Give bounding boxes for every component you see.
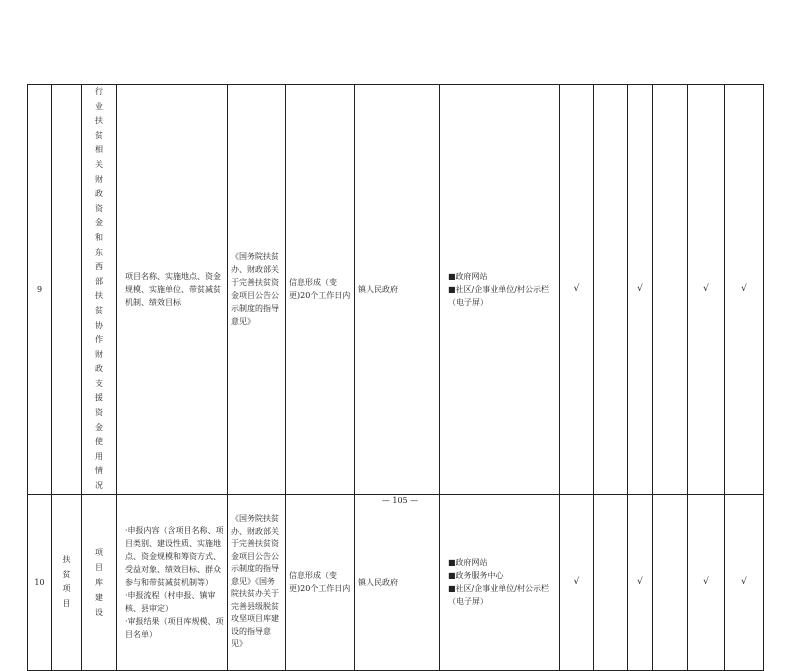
item-text: 行业扶贫相关财政资金和东西部扶贫协作财政支援资金使用情况 <box>94 87 103 491</box>
timing-cell: 信息形成（变更)20个工作日内 <box>286 494 355 670</box>
channel-cell <box>440 85 560 495</box>
check-cell <box>653 494 688 670</box>
channel-cell <box>440 494 560 670</box>
item-text: 项目库建设 <box>94 547 103 617</box>
check-cell <box>594 85 628 495</box>
check-cell <box>594 494 628 670</box>
check-cell: √ <box>688 494 725 670</box>
item-cell <box>82 85 117 495</box>
content-cell: 项目名称、实施地点、资金规模、实施单位、带贫减贫机制、绩效目标 <box>117 85 228 495</box>
category-text: 扶贫项目 <box>62 554 71 608</box>
check-cell: √ <box>628 494 653 670</box>
check-cell: √ <box>628 85 653 495</box>
row-number: 10 <box>28 494 52 670</box>
subject-cell: 镇人民政府 <box>355 85 440 495</box>
page-number: — 105 — <box>381 496 419 505</box>
basis-cell: 《国务院扶贫办、财政部关于完善扶贫资金项目公告公示制度的指导意见》《国务院扶贫办关于完善县级脱贫攻坚项目库建设的指导意见》 <box>228 494 286 670</box>
category-cell <box>52 85 82 495</box>
check-cell: √ <box>725 494 764 670</box>
check-cell: √ <box>560 85 594 495</box>
channel-item: ■社区/企事业单位/村公示栏（电子屏） <box>448 284 549 307</box>
content-cell: ·申报内容（含项目名称、项目类别、建设性质、实施地点、资金规模和筹资方式、受益对象、绩效目标、群众参与和带贫减贫机制等） ·申报流程（村申报、镇审核、县审定） ·审报结果（项目库规模、项目名单） <box>117 494 228 670</box>
check-cell: √ <box>560 494 594 670</box>
check-cell: √ <box>688 85 725 495</box>
check-cell <box>653 85 688 495</box>
item-cell <box>82 494 117 670</box>
channel-item: ■政府网站 <box>448 558 488 568</box>
check-cell: √ <box>725 85 764 495</box>
channel-item: ■政务服务中心 <box>448 571 504 581</box>
channel-item: ■社区/企事业单位/村公示栏（电子屏） <box>448 584 549 607</box>
subject-cell: 镇人民政府 <box>355 494 440 670</box>
category-cell <box>52 494 82 670</box>
channel-item: ■政府网站 <box>448 271 488 281</box>
row-number: 9 <box>28 85 52 495</box>
disclosure-table <box>27 84 764 671</box>
table-row <box>28 85 764 495</box>
table-row <box>28 494 764 670</box>
timing-cell: 信息形成（变更)20个工作日内 <box>286 85 355 495</box>
basis-cell: 《国务院扶贫办、财政部关于完善扶贫资金项目公告公示制度的指导意见》 <box>228 85 286 495</box>
